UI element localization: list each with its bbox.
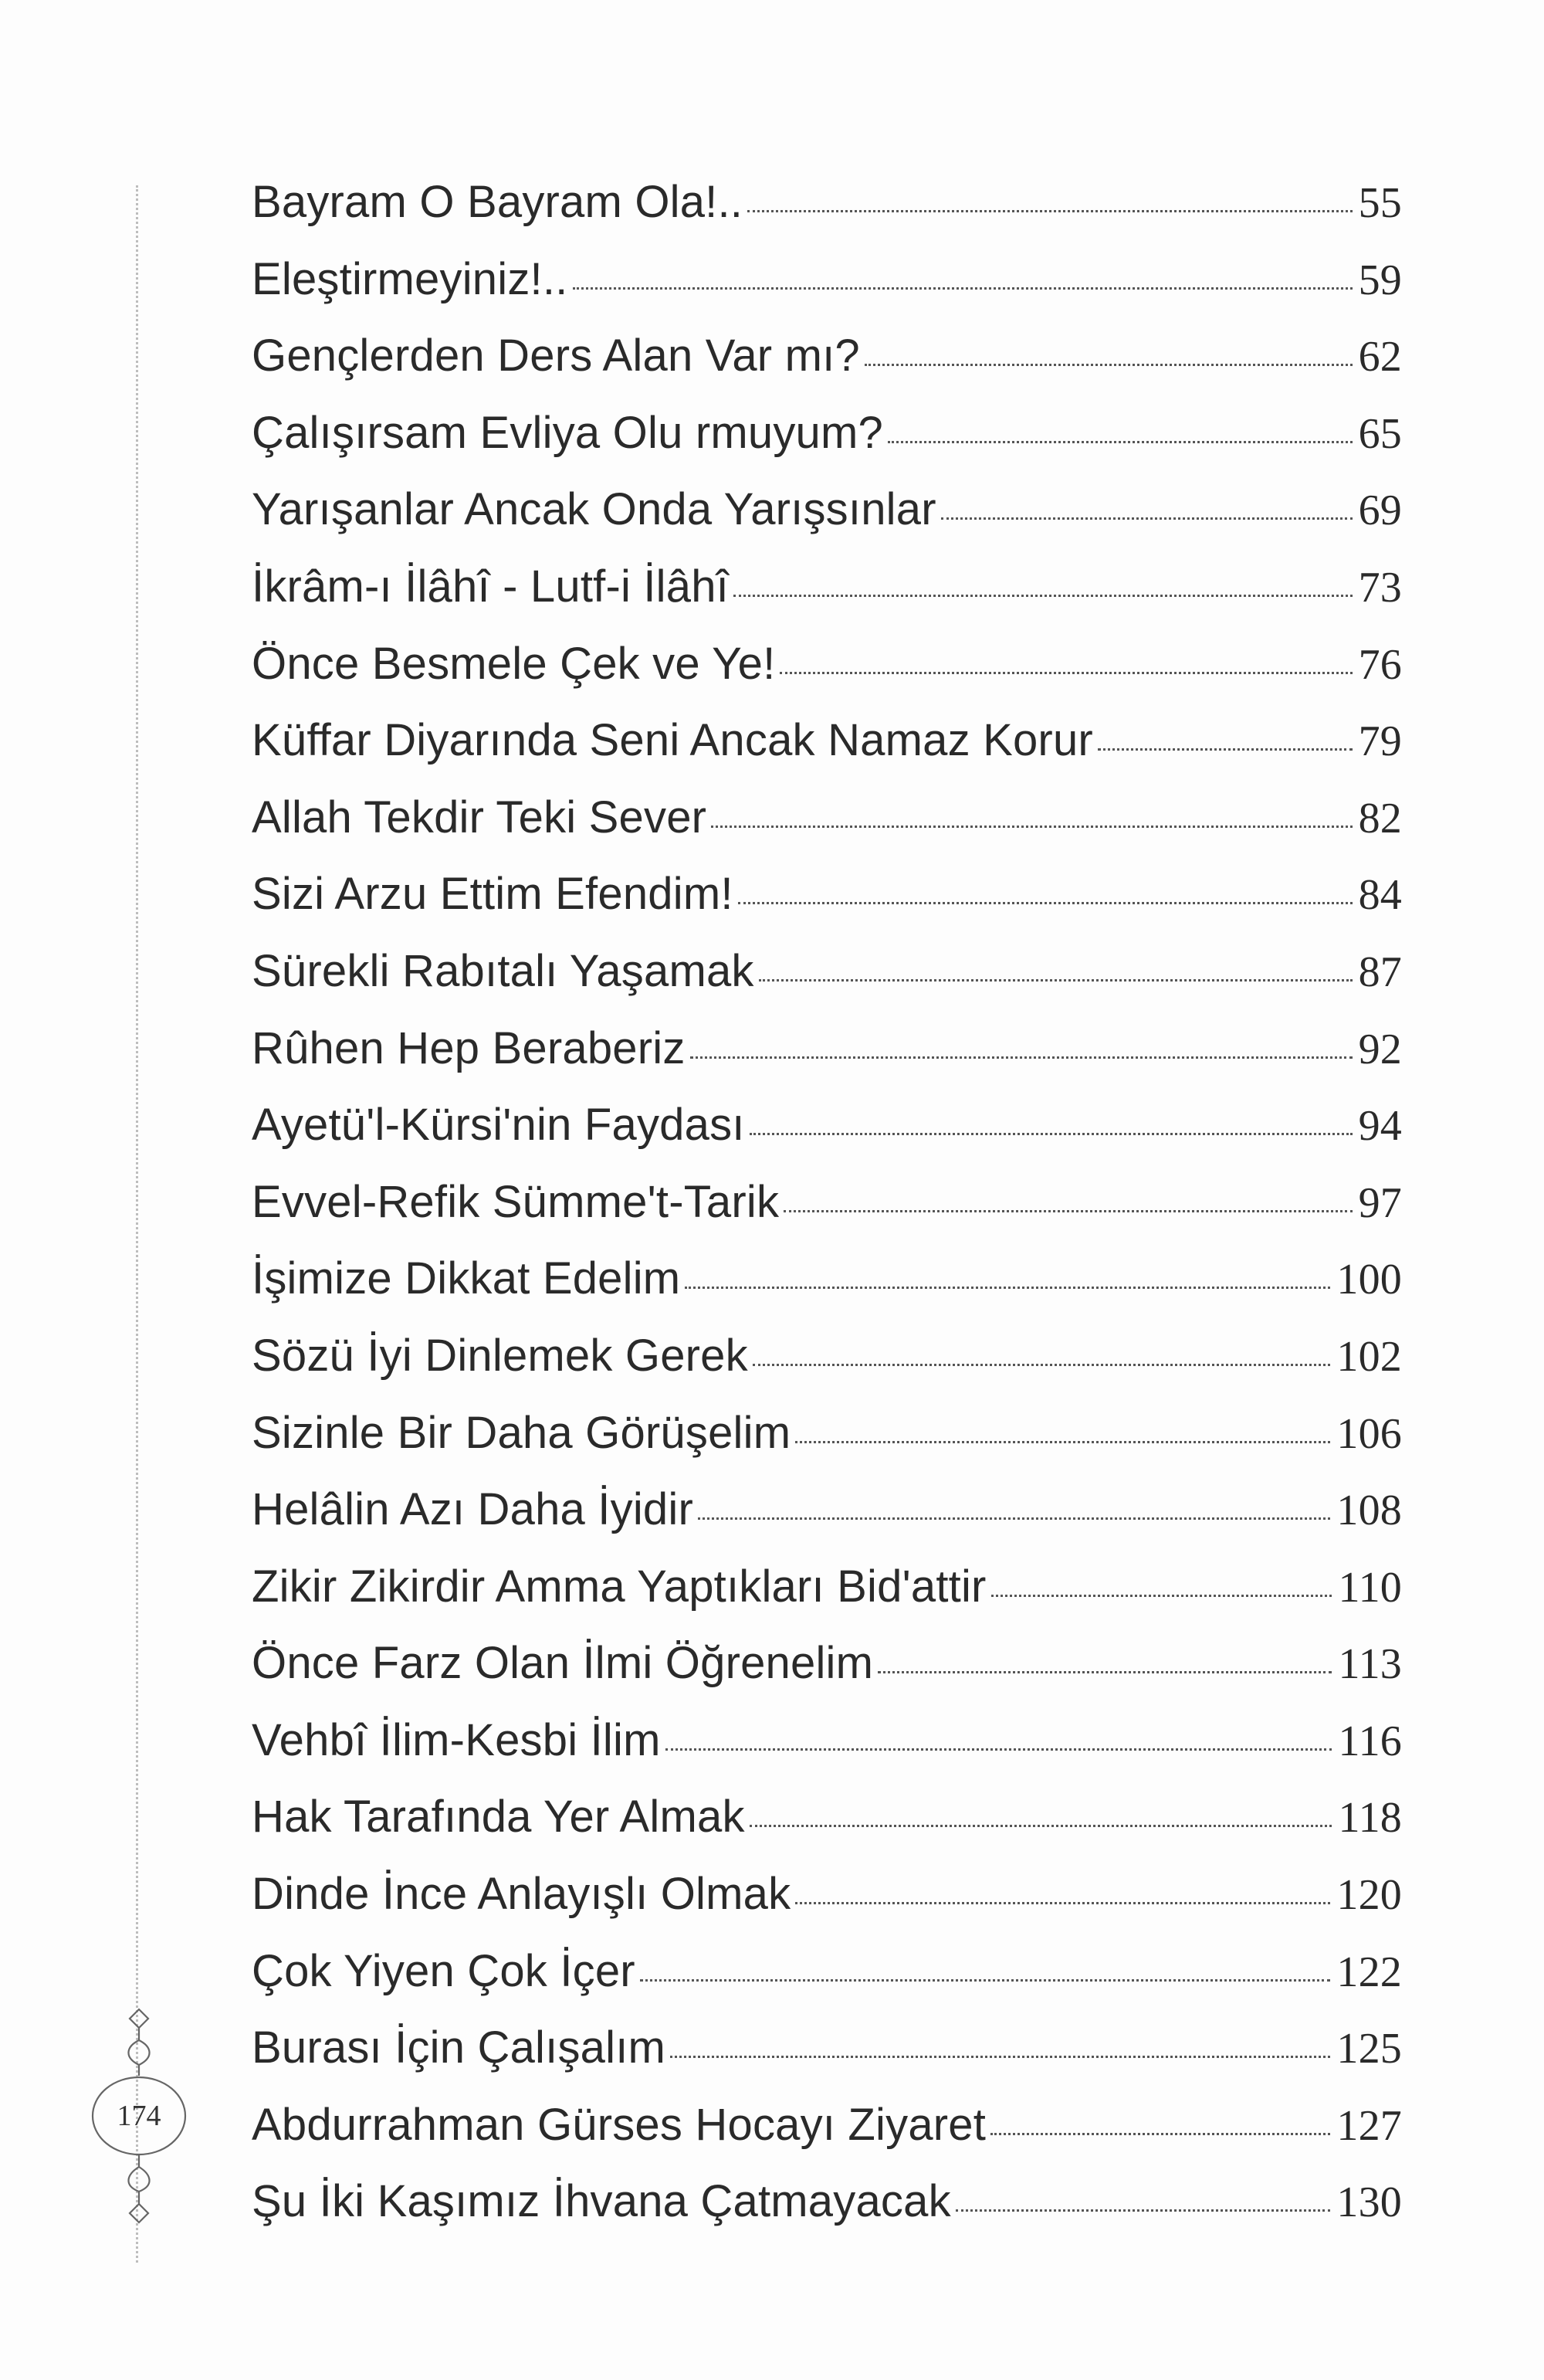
toc-entry: [252, 2099, 1402, 2176]
toc-entry-page-number: 65: [1358, 409, 1402, 458]
toc-entry-page-number: 76: [1358, 640, 1402, 689]
toc-entry-title: Şu İki Kaşımız İhvana Çatmayacak: [252, 2176, 951, 2227]
toc-entry-page-number: 79: [1358, 717, 1402, 766]
toc-entry: [252, 176, 1402, 253]
dot-leader: [865, 364, 1353, 366]
toc-entry: [252, 1714, 1402, 1792]
dot-leader: [698, 1517, 1330, 1520]
dot-leader: [750, 1825, 1332, 1827]
toc-entry-title: Küffar Diyarında Seni Ancak Namaz Korur: [252, 715, 1093, 766]
toc-entry: [252, 2022, 1402, 2099]
toc-entry: [252, 868, 1402, 945]
table-of-contents: [252, 176, 1402, 2253]
toc-entry-title: Allah Tekdir Teki Sever: [252, 792, 707, 842]
toc-entry: [252, 1022, 1402, 1100]
dot-leader: [941, 517, 1353, 520]
toc-entry-title: Burası İçin Çalışalım: [252, 2022, 666, 2073]
dot-leader: [711, 826, 1352, 828]
toc-entry-page-number: 59: [1358, 256, 1402, 304]
toc-entry-title: İkrâm-ı İlâhî - Lutf-i İlâhî: [252, 561, 729, 612]
dot-leader: [738, 902, 1353, 904]
toc-entry-title: Önce Farz Olan İlmi Öğrenelim: [252, 1638, 874, 1689]
toc-entry-page-number: 110: [1338, 1563, 1402, 1612]
toc-entry-page-number: 120: [1336, 1871, 1402, 1920]
toc-entry-page-number: 122: [1336, 1948, 1402, 1996]
toc-entry-page-number: 127: [1336, 2101, 1402, 2150]
toc-entry-page-number: 130: [1336, 2178, 1402, 2227]
dot-leader: [991, 1595, 1332, 1597]
toc-entry: [252, 483, 1402, 561]
toc-entry: [252, 1561, 1402, 1638]
toc-entry-title: Abdurrahman Gürses Hocayı Ziyaret: [252, 2099, 987, 2150]
toc-entry-page-number: 100: [1336, 1256, 1402, 1304]
dot-leader: [573, 287, 1353, 290]
dot-leader: [888, 441, 1353, 443]
toc-entry-title: Hak Tarafında Yer Almak: [252, 1792, 745, 1843]
toc-entry: [252, 1176, 1402, 1253]
toc-entry-title: Sizi Arzu Ettim Efendim!: [252, 869, 733, 920]
toc-entry-page-number: 118: [1338, 1794, 1402, 1843]
toc-entry-title: Vehbî İlim-Kesbi İlim: [252, 1714, 661, 1765]
toc-entry: [252, 945, 1402, 1022]
toc-entry-page-number: 113: [1338, 1640, 1402, 1689]
dot-leader: [956, 2209, 1331, 2212]
toc-entry: [252, 1099, 1402, 1176]
toc-entry-page-number: 102: [1336, 1332, 1402, 1381]
toc-entry-page-number: 125: [1336, 2025, 1402, 2073]
toc-entry-page-number: 69: [1358, 487, 1402, 535]
toc-entry: [252, 1253, 1402, 1330]
dot-leader: [670, 2056, 1330, 2058]
toc-entry: [252, 1330, 1402, 1407]
dot-leader: [1098, 748, 1353, 751]
toc-entry: [252, 1868, 1402, 1945]
toc-entry-title: Yarışanlar Ancak Onda Yarışsınlar: [252, 484, 936, 535]
toc-entry-title: Evvel-Refik Sümme't-Tarik: [252, 1176, 780, 1227]
toc-entry: [252, 330, 1402, 407]
toc-entry: [252, 407, 1402, 484]
toc-entry-page-number: 116: [1338, 1717, 1402, 1765]
dot-leader: [878, 1671, 1332, 1673]
toc-entry-page-number: 82: [1358, 794, 1402, 842]
toc-entry: [252, 1637, 1402, 1714]
toc-entry: [252, 253, 1402, 331]
toc-entry-page-number: 62: [1358, 333, 1402, 381]
toc-entry: [252, 792, 1402, 869]
toc-entry-title: Helâlin Azı Daha İyidir: [252, 1484, 693, 1535]
toc-entry-title: Rûhen Hep Beraberiz: [252, 1022, 686, 1073]
toc-entry-title: Sözü İyi Dinlemek Gerek: [252, 1330, 748, 1381]
dot-leader: [795, 1441, 1330, 1443]
toc-entry-title: Çok Yiyen Çok İçer: [252, 1945, 635, 1996]
toc-entry-page-number: 87: [1358, 948, 1402, 996]
dot-leader: [747, 210, 1352, 212]
toc-entry-page-number: 94: [1358, 1102, 1402, 1151]
toc-entry: [252, 1483, 1402, 1561]
margin-dotted-rule: [136, 185, 138, 2263]
toc-entry: [252, 1791, 1402, 1868]
dot-leader: [784, 1210, 1352, 1212]
toc-entry-title: Eleştirmeyiniz!..: [252, 253, 568, 304]
toc-entry-title: Ayetü'l-Kürsi'nin Faydası: [252, 1100, 745, 1151]
toc-entry: [252, 561, 1402, 638]
toc-entry: [252, 2175, 1402, 2253]
dot-leader: [990, 2133, 1330, 2135]
dot-leader: [690, 1056, 1353, 1059]
toc-entry-title: İşimize Dikkat Edelim: [252, 1253, 681, 1304]
toc-entry-page-number: 108: [1336, 1487, 1402, 1535]
toc-entry-title: Zikir Zikirdir Amma Yaptıkları Bid'attir: [252, 1561, 987, 1612]
page-number: 174: [117, 2100, 161, 2132]
toc-entry-page-number: 73: [1358, 563, 1402, 612]
dot-leader: [750, 1133, 1353, 1135]
toc-entry-title: Sürekli Rabıtalı Yaşamak: [252, 945, 754, 996]
dot-leader: [733, 595, 1353, 597]
toc-entry-page-number: 55: [1358, 179, 1402, 227]
dot-leader: [759, 979, 1353, 981]
dot-leader: [665, 1748, 1332, 1751]
toc-entry-page-number: 106: [1336, 1409, 1402, 1458]
dot-leader: [753, 1364, 1331, 1366]
toc-entry: [252, 714, 1402, 792]
toc-entry: [252, 1945, 1402, 2022]
toc-entry-title: Çalışırsam Evliya Olu rmuyum?: [252, 407, 883, 458]
toc-entry-page-number: 92: [1358, 1025, 1402, 1073]
toc-entry-title: Dinde İnce Anlayışlı Olmak: [252, 1869, 791, 1920]
dot-leader: [640, 1979, 1331, 1982]
toc-entry-title: Sizinle Bir Daha Görüşelim: [252, 1407, 791, 1458]
toc-entry: [252, 1407, 1402, 1484]
dot-leader: [780, 672, 1352, 674]
dot-leader: [795, 1902, 1330, 1904]
toc-entry-title: Bayram O Bayram Ola!..: [252, 177, 743, 227]
toc-entry-page-number: 84: [1358, 871, 1402, 920]
toc-entry-page-number: 97: [1358, 1178, 1402, 1227]
toc-entry-title: Gençlerden Ders Alan Var mı?: [252, 331, 860, 381]
toc-entry-title: Önce Besmele Çek ve Ye!: [252, 638, 776, 689]
dot-leader: [685, 1287, 1330, 1289]
toc-entry: [252, 638, 1402, 715]
